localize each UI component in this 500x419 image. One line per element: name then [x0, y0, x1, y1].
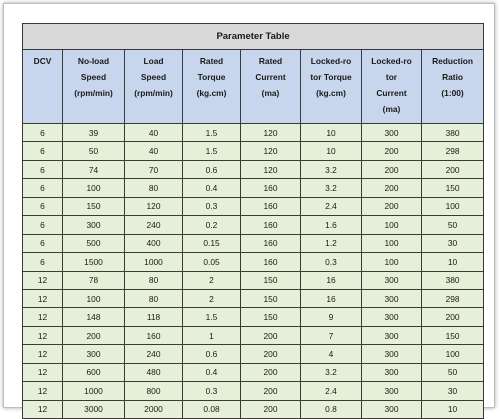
table-cell: 12 — [23, 382, 63, 400]
table-cell: 400 — [125, 234, 183, 252]
table-cell: 1500 — [63, 253, 125, 271]
table-cell: 120 — [241, 142, 301, 160]
table-cell: 800 — [125, 382, 183, 400]
table-cell: 0.6 — [183, 160, 241, 178]
table-cell: 118 — [125, 308, 183, 326]
column-header-line: (kg.cm) — [316, 88, 346, 98]
table-row — [23, 160, 484, 178]
table-row — [23, 271, 484, 289]
table-cell: 6 — [23, 142, 63, 160]
table-cell: 1000 — [63, 382, 125, 400]
column-header-line: Locked-ro — [371, 56, 412, 66]
table-cell: 150 — [241, 271, 301, 289]
table-cell: 6 — [23, 234, 63, 252]
table-cell: 100 — [362, 234, 422, 252]
table-cell: 39 — [63, 124, 125, 142]
table-cell: 300 — [362, 345, 422, 363]
table-cell: 0.3 — [301, 253, 362, 271]
table-row — [23, 326, 484, 344]
table-cell: 160 — [241, 197, 301, 215]
table-cell: 300 — [362, 363, 422, 381]
column-header-line: Speed — [80, 72, 107, 82]
table-cell: 6 — [23, 124, 63, 142]
table-cell: 100 — [63, 289, 125, 307]
table-cell: 0.08 — [183, 400, 241, 418]
table-cell: 0.8 — [301, 400, 362, 418]
table-cell: 6 — [23, 160, 63, 178]
table-row — [23, 289, 484, 307]
table-cell: 300 — [362, 326, 422, 344]
table-cell: 3000 — [63, 400, 125, 418]
table-cell: 12 — [23, 400, 63, 418]
column-header-line: (rpm/min) — [134, 88, 173, 98]
table-cell: 70 — [125, 160, 183, 178]
table-cell: 300 — [362, 289, 422, 307]
table-row — [23, 124, 484, 142]
table-row — [23, 253, 484, 271]
table-cell: 12 — [23, 326, 63, 344]
table-cell: 50 — [422, 363, 484, 381]
table-cell: 120 — [125, 197, 183, 215]
header-row — [23, 50, 484, 124]
table-cell: 4 — [301, 345, 362, 363]
table-cell: 200 — [241, 382, 301, 400]
table-cell: 160 — [241, 216, 301, 234]
table-cell: 200 — [241, 345, 301, 363]
table-row — [23, 234, 484, 252]
table-cell: 1 — [183, 326, 241, 344]
table-cell: 2 — [183, 271, 241, 289]
table-cell: 30 — [422, 234, 484, 252]
table-cell: 6 — [23, 197, 63, 215]
table-cell: 12 — [23, 345, 63, 363]
column-header-line: Locked-ro — [310, 56, 352, 66]
table-cell: 74 — [63, 160, 125, 178]
table-cell: 100 — [362, 216, 422, 234]
table-row — [23, 363, 484, 381]
table-cell: 200 — [241, 400, 301, 418]
table-cell: 300 — [63, 216, 125, 234]
table-cell: 10 — [301, 124, 362, 142]
table-row — [23, 142, 484, 160]
table-row — [23, 197, 484, 215]
table-cell: 200 — [362, 142, 422, 160]
table-cell: 0.4 — [183, 363, 241, 381]
table-cell: 3.2 — [301, 160, 362, 178]
table-cell: 6 — [23, 216, 63, 234]
table-cell: 1000 — [125, 253, 183, 271]
table-cell: 1.5 — [183, 124, 241, 142]
column-header — [125, 50, 183, 124]
table-cell: 100 — [422, 345, 484, 363]
table-cell: 298 — [422, 142, 484, 160]
table-cell: 10 — [422, 253, 484, 271]
column-header-line: (ma) — [382, 104, 401, 114]
table-cell: 200 — [362, 160, 422, 178]
column-header-line: Current — [255, 72, 286, 82]
table-cell: 0.3 — [183, 197, 241, 215]
table-row — [23, 382, 484, 400]
table-cell: 12 — [23, 289, 63, 307]
table-cell: 2000 — [125, 400, 183, 418]
table-cell: 12 — [23, 271, 63, 289]
table-title: Parameter Table — [23, 24, 484, 50]
table-cell: 0.4 — [183, 179, 241, 197]
table-cell: 12 — [23, 308, 63, 326]
table-cell: 120 — [241, 160, 301, 178]
column-header-line: (1:00) — [441, 88, 464, 98]
table-cell: 10 — [422, 400, 484, 418]
table-cell: 78 — [63, 271, 125, 289]
table-cell: 500 — [63, 234, 125, 252]
column-header-line: (ma) — [261, 88, 280, 98]
column-header-line: Reduction — [432, 56, 474, 66]
table-cell: 80 — [125, 179, 183, 197]
column-header-line: (kg.cm) — [196, 88, 227, 98]
table-cell: 240 — [125, 345, 183, 363]
column-header — [63, 50, 125, 124]
table-cell: 1.5 — [183, 308, 241, 326]
table-cell: 40 — [125, 142, 183, 160]
table-cell: 150 — [241, 308, 301, 326]
table-cell: 40 — [125, 124, 183, 142]
table-row — [23, 179, 484, 197]
table-cell: 150 — [422, 179, 484, 197]
table-cell: 160 — [241, 234, 301, 252]
table-cell: 0.3 — [183, 382, 241, 400]
table-body — [23, 124, 484, 419]
table-cell: 6 — [23, 253, 63, 271]
column-header — [301, 50, 362, 124]
column-header-line: Torque — [197, 72, 226, 82]
column-header-line: Rated — [258, 56, 283, 66]
table-cell: 9 — [301, 308, 362, 326]
column-header-line: tor — [385, 72, 398, 82]
table-row — [23, 345, 484, 363]
column-header-line: Load — [143, 56, 164, 66]
column-header-line: Speed — [140, 72, 167, 82]
table-cell: 380 — [422, 124, 484, 142]
column-header — [23, 50, 63, 124]
table-cell: 298 — [422, 289, 484, 307]
table-row — [23, 400, 484, 418]
table-frame — [3, 3, 495, 415]
column-header — [183, 50, 241, 124]
table-cell: 0.15 — [183, 234, 241, 252]
table-cell: 2.4 — [301, 197, 362, 215]
table-cell: 148 — [63, 308, 125, 326]
table-cell: 200 — [362, 179, 422, 197]
table-cell: 200 — [241, 363, 301, 381]
table-cell: 16 — [301, 289, 362, 307]
table-cell: 80 — [125, 289, 183, 307]
table-cell: 200 — [422, 160, 484, 178]
table-cell: 300 — [362, 382, 422, 400]
table-cell: 150 — [241, 289, 301, 307]
table-cell: 100 — [362, 253, 422, 271]
table-cell: 380 — [422, 271, 484, 289]
table-cell: 12 — [23, 363, 63, 381]
table-cell: 200 — [362, 197, 422, 215]
table-cell: 100 — [422, 197, 484, 215]
table-row — [23, 308, 484, 326]
table-cell: 10 — [301, 142, 362, 160]
column-header — [241, 50, 301, 124]
parameter-table — [22, 23, 484, 419]
table-cell: 300 — [362, 308, 422, 326]
table-cell: 3.2 — [301, 363, 362, 381]
table-cell: 200 — [422, 308, 484, 326]
table-cell: 50 — [63, 142, 125, 160]
table-cell: 0.2 — [183, 216, 241, 234]
table-cell: 6 — [23, 179, 63, 197]
table-cell: 50 — [422, 216, 484, 234]
table-cell: 100 — [63, 179, 125, 197]
column-header-line: DCV — [33, 56, 52, 66]
column-header-line: Rated — [199, 56, 224, 66]
table-cell: 300 — [362, 400, 422, 418]
table-cell: 2 — [183, 289, 241, 307]
table-cell: 300 — [362, 124, 422, 142]
column-header — [422, 50, 484, 124]
table-cell: 16 — [301, 271, 362, 289]
table-cell: 150 — [63, 197, 125, 215]
table-cell: 160 — [241, 179, 301, 197]
table-cell: 0.6 — [183, 345, 241, 363]
column-header-line: Ratio — [442, 72, 464, 82]
table-cell: 1.6 — [301, 216, 362, 234]
table-cell: 120 — [241, 124, 301, 142]
table-cell: 600 — [63, 363, 125, 381]
table-cell: 240 — [125, 216, 183, 234]
table-cell: 3.2 — [301, 179, 362, 197]
table-cell: 30 — [422, 382, 484, 400]
table-cell: 160 — [125, 326, 183, 344]
table-cell: 80 — [125, 271, 183, 289]
column-header-line: (rpm/min) — [74, 88, 113, 98]
column-header-line: Current — [376, 88, 407, 98]
table-cell: 160 — [241, 253, 301, 271]
table-cell: 300 — [63, 345, 125, 363]
table-cell: 300 — [362, 271, 422, 289]
column-header-line: tor Torque — [310, 72, 352, 82]
table-cell: 7 — [301, 326, 362, 344]
table-row — [23, 216, 484, 234]
table-cell: 1.5 — [183, 142, 241, 160]
column-header-line: No-load — [77, 56, 110, 66]
column-header — [362, 50, 422, 124]
table-cell: 200 — [241, 326, 301, 344]
table-cell: 0.05 — [183, 253, 241, 271]
table-cell: 150 — [422, 326, 484, 344]
table-cell: 200 — [63, 326, 125, 344]
table-cell: 1.2 — [301, 234, 362, 252]
table-cell: 2.4 — [301, 382, 362, 400]
table-cell: 480 — [125, 363, 183, 381]
